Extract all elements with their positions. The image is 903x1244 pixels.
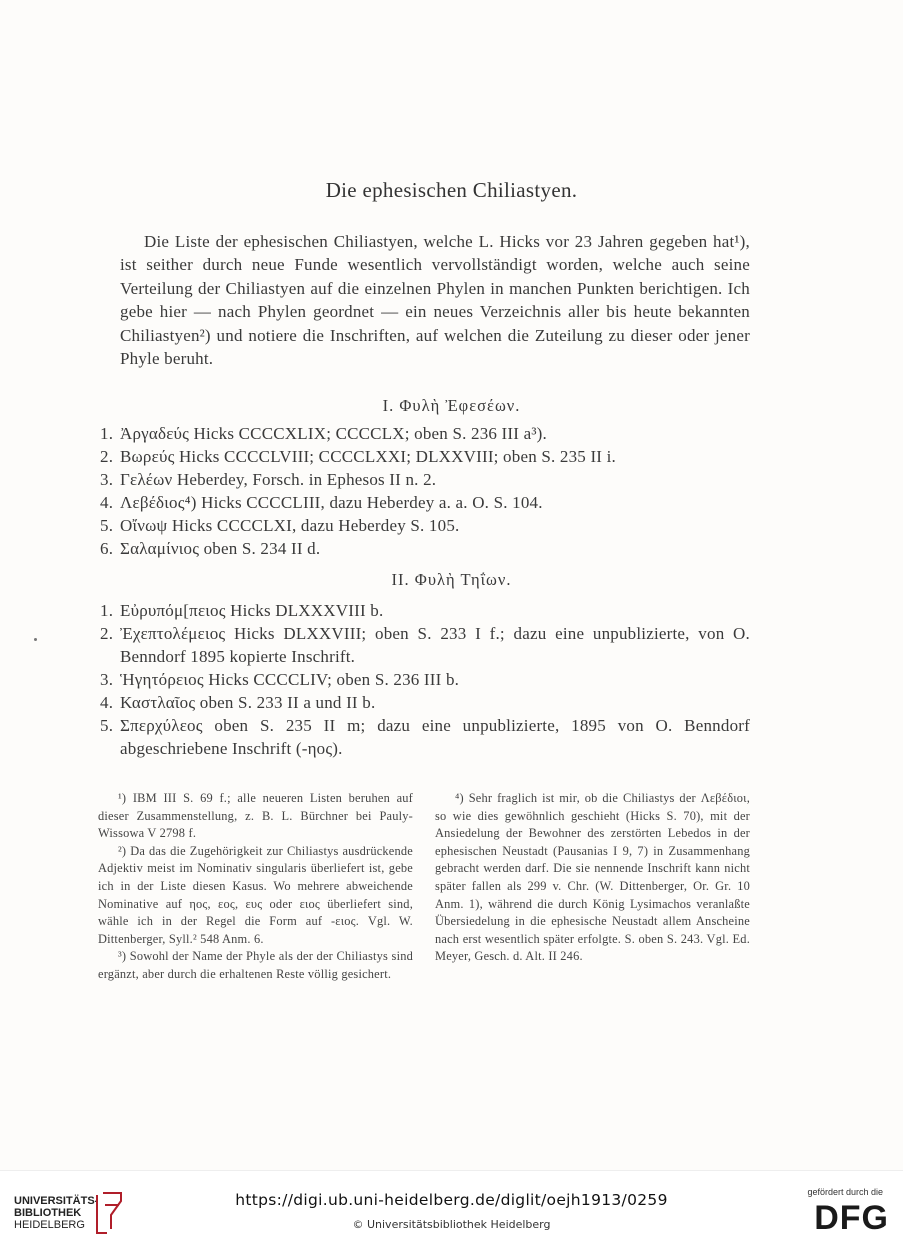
list-item: 5. Οἴνωψ Hicks CCCCLXI, dazu Heberdey S. 105. <box>100 516 460 535</box>
footer-bar <box>0 1170 903 1244</box>
list-item: 5. Σπερχύλεος oben S. 235 II m; dazu eine unpublizierte, 1895 von O. Benndorf abgeschriebene Inschrift (-ηος). <box>100 716 750 758</box>
list-item: 2. Βωρεύς Hicks CCCCLVIII; CCCCLXXI; DLXXVIII; oben S. 235 II i. <box>100 447 616 466</box>
footnote-2: ²) Da das die Zugehörigkeit zur Chiliastys ausdrückende Adjektiv meist im Nominativ singularis überliefert ist, gebe ich in der Liste diesen Kasus. Wo mehrere abweichende Nominative auf ηος, εος, ευς oder ειος überliefert sind, wähle ich in der Regel die Form auf -ειος. Vgl. W. Dittenberger, Syll.² 548 Anm. 6. <box>98 843 413 946</box>
list-item: 2. Ἐχεπτολέμειος Hicks DLXXVIII; oben S. 233 I f.; dazu eine unpublizierte, von O. Benndorf 1895 kopierte Inschrift. <box>100 624 750 666</box>
ub-logo-line-1: UNIVERSITÄTS- <box>14 1195 99 1207</box>
intro-paragraph <box>120 230 750 370</box>
ub-logo-line-2: BIBLIOTHEK <box>14 1207 82 1219</box>
footnote-3: ³) Sowohl der Name der Phyle als der der Chiliastys sind ergänzt, aber durch die erhaltenen Reste völlig gesichert. <box>98 949 413 981</box>
section-heading-ephesians: I. Φυλὴ Ἐφεσέων. <box>382 396 521 415</box>
funding-label: gefördert durch die <box>807 1187 883 1197</box>
list-item: 6. Σαλαμίνιος oben S. 234 II d. <box>100 539 321 558</box>
list-item: 3. Γελέων Heberdey, Forsch. in Ephesos II n. 2. <box>100 470 437 489</box>
footnotes <box>98 790 750 984</box>
intro-text: Die Liste der ephesischen Chiliastyen, welche L. Hicks vor 23 Jahren gegeben hat¹), ist seither durch neue Funde wesentlich vervollständigt worden, welche auch seine Verteilung der Chiliastyen auf die einzelnen Phylen in manchen Punkten berichtigen. Ich gebe hier — nach Phylen geordnet — ein neues Verzeichnis aller bis heute bekannten Chiliastyen²) und notiere die Inschriften, auf welchen die Zuteilung zu dieser oder jener Phyle beruht. <box>120 232 750 369</box>
list-item: 3. Ἡγητόρειος Hicks CCCCLIV; oben S. 236 III b. <box>100 670 460 689</box>
list-item: 1. Ἀργαδεύς Hicks CCCCXLIX; CCCCLX; oben S. 236 III a³). <box>100 424 547 443</box>
section-list-ephesians <box>100 422 750 560</box>
margin-mark <box>34 638 37 641</box>
ub-logo-line-3: HEIDELBERG <box>14 1219 85 1231</box>
list-item: 1. Εὐρυπόμ[πειος Hicks DLXXXVIII b. <box>100 601 384 620</box>
permalink-url[interactable]: https://digi.ub.uni-heidelberg.de/diglit/oejh1913/0259 <box>235 1191 668 1209</box>
footnote-1: ¹) IBM III S. 69 f.; alle neueren Listen beruhen auf dieser Zusammenstellung, z. B. L. Bürchner bei Pauly-Wissowa V 2798 f. <box>98 791 413 841</box>
section-heading-teians: II. Φυλὴ Τηΐων. <box>391 570 512 589</box>
footnote-4: ⁴) Sehr fraglich ist mir, ob die Chiliastys der Λεβέδιοι, so wie dies gewöhnlich geschieht (Hicks S. 70), mit der Ansiedelung der Bewohner des zerstörten Lebedos in der ephesischen Neustadt (Pausanias I 9, 7) in Zusammenhang gebracht werden darf. Die sie nennende Inschrift kann nicht später fallen als 299 v. Chr. (W. Dittenberger, Or. Gr. 10 Anm. 1), während die durch König Lysimachos veranlaßte Übersiedelung in die ephesische Neustadt allem Anscheine nach erst wesentlich später erfolgte. S. oben S. 243. Vgl. Ed. Meyer, Gesch. d. Alt. II 246. <box>435 791 750 964</box>
copyright-notice: © Universitätsbibliothek Heidelberg <box>352 1218 551 1231</box>
section-list-teians <box>100 599 750 760</box>
page-title: Die ephesischen Chiliastyen. <box>325 178 578 202</box>
list-item: 4. Καστλαῖος oben S. 233 II a und II b. <box>100 693 376 712</box>
dfg-logo[interactable]: DFG <box>814 1199 889 1237</box>
list-item: 4. Λεβέδιος⁴) Hicks CCCCLIII, dazu Heberdey a. a. O. S. 104. <box>100 493 543 512</box>
